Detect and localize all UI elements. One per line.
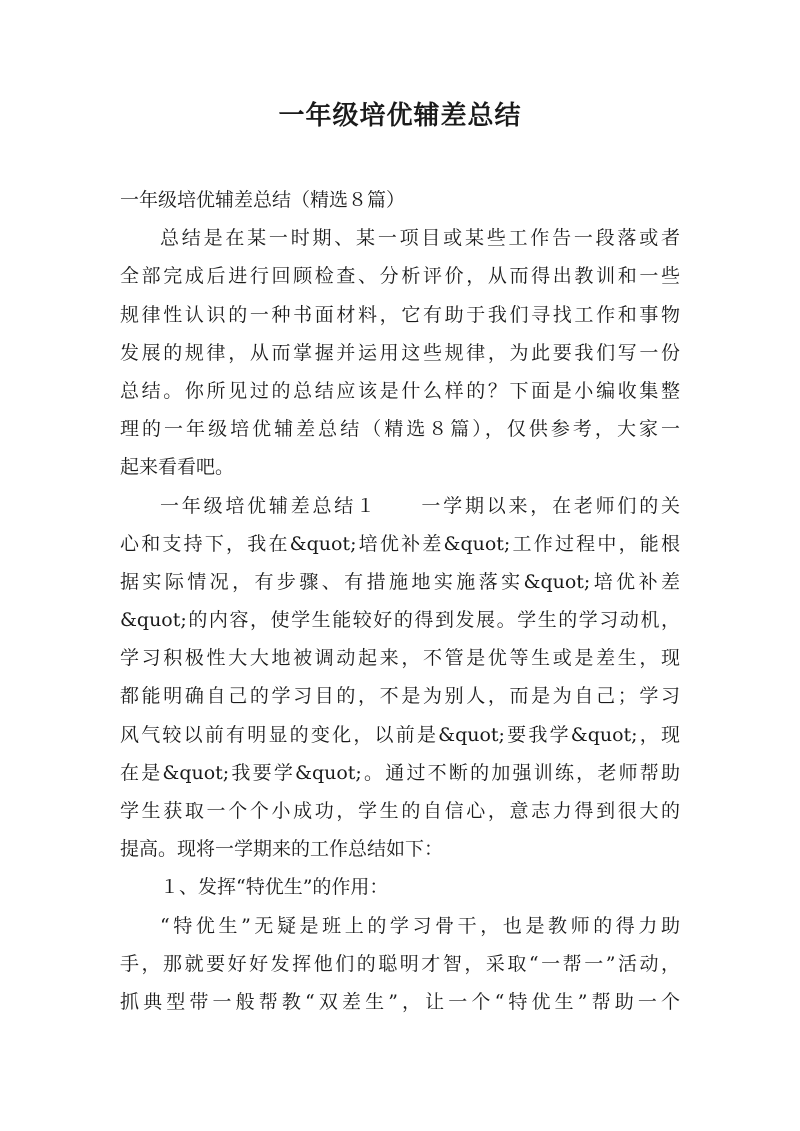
text-line: “特优生”无疑是班上的学习骨干，也是教师的得力助 (160, 914, 680, 937)
text-line: 规律性认识的一种书面材料，它有助于我们寻找工作和事物 (120, 303, 680, 326)
text-line: 据实际情况，有步骤、有措施地实施落实&quot;培优补差 (120, 570, 680, 593)
text-line: 风气较以前有明显的变化，以前是&quot;要我学&quot;，现 (120, 723, 680, 746)
text-line: 理的一年级培优辅差总结（精选８篇），仅供参考，大家一 (120, 418, 680, 441)
text-line: 学生获取一个个小成功，学生的自信心，意志力得到很大的 (120, 800, 680, 822)
text-line: 在是&quot;我要学&quot;。通过不断的加强训练，老师帮助 (120, 761, 680, 784)
document-title: 一年级培优辅差总结 (278, 101, 522, 131)
text-line: 起来看看吧。 (120, 456, 235, 479)
text-line: 心和支持下，我在&quot;培优补差&quot;工作过程中，能根 (120, 532, 680, 555)
text-line: 发展的规律，从而掌握并运用这些规律，为此要我们写一份 (120, 341, 680, 364)
text-line: 提高。现将一学期来的工作总结如下： (120, 838, 444, 861)
text-line: 总结是在某一时期、某一项目或某些工作告一段落或者 (160, 227, 680, 250)
text-line: 一年级培优辅差总结１ 一学期以来，在老师们的关 (160, 494, 680, 517)
text-line: &quot;的内容，使学生能较好的得到发展。学生的学习动机， (120, 609, 680, 632)
text-line: 抓典型带一般帮教“双差生”，让一个“特优生”帮助一个 (120, 990, 680, 1013)
text-line: 一年级培优辅差总结（精选８篇） (120, 189, 406, 211)
text-line: 全部完成后进行回顾检查、分析评价，从而得出教训和一些 (120, 265, 680, 288)
document-body (120, 181, 680, 1021)
text-line: 手，那就要好好发挥他们的聪明才智，采取“一帮一”活动， (120, 952, 680, 975)
text-line: 总结。你所见过的总结应该是什么样的？下面是小编收集整 (120, 379, 680, 402)
text-line: １、发挥“特优生”的作用： (160, 876, 389, 899)
text-line: 都能明确自己的学习目的，不是为别人，而是为自己；学习 (120, 685, 680, 708)
text-line: 学习积极性大大地被调动起来，不管是优等生或是差生，现 (120, 647, 680, 670)
